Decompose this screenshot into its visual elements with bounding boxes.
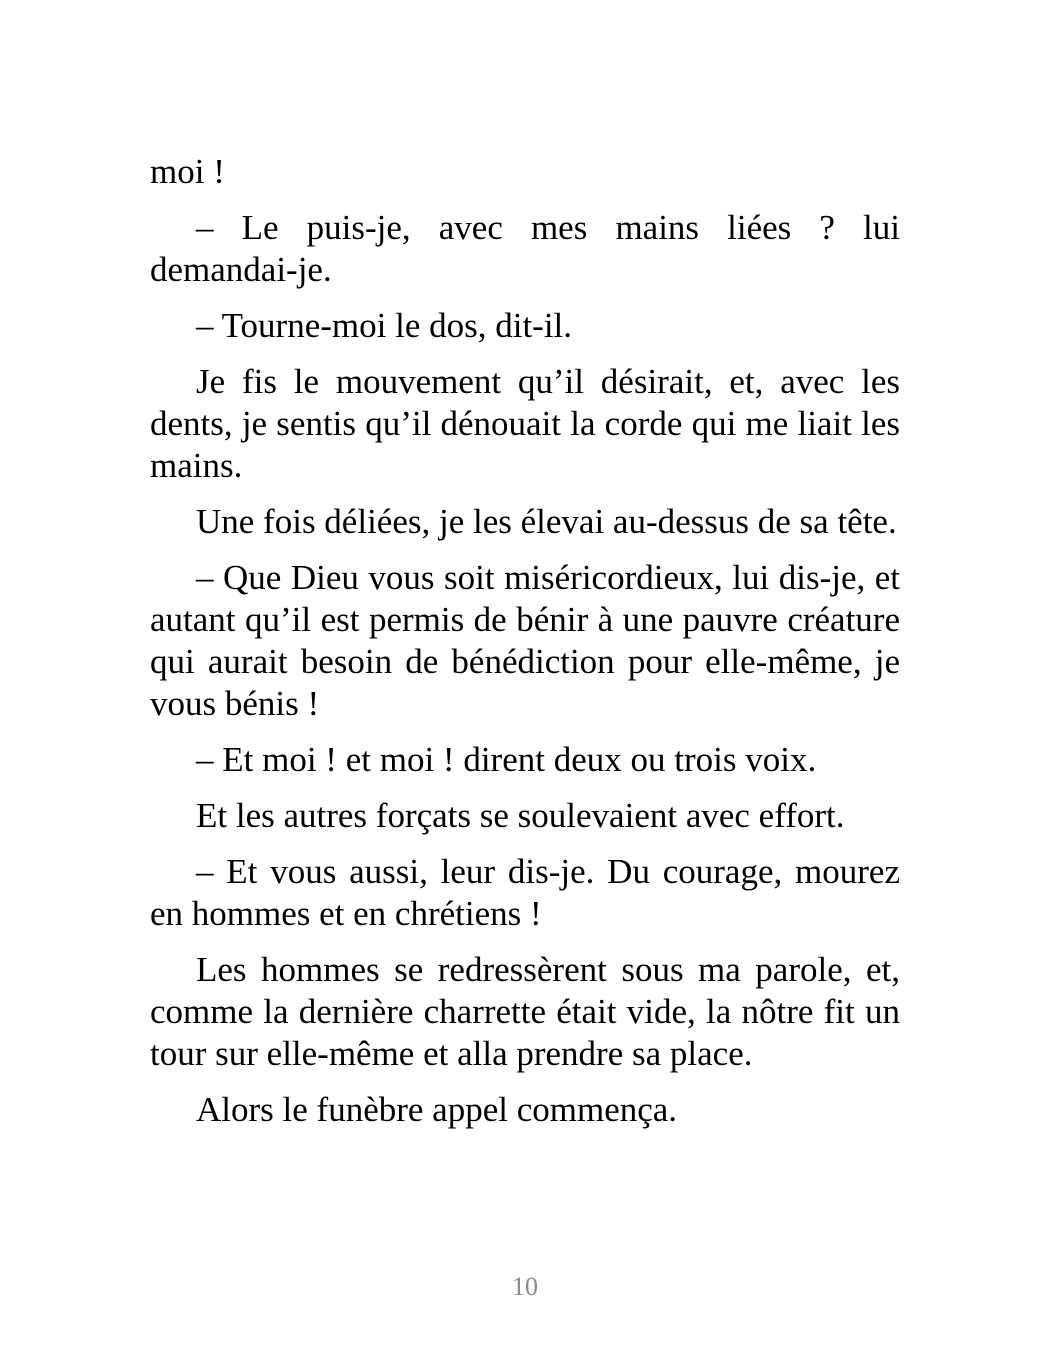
paragraph: Alors le funèbre appel commença. bbox=[196, 1090, 678, 1129]
paragraph: – Le puis-je, avec mes mains liées ? lui demandai-je. bbox=[150, 208, 900, 289]
paragraph: Une fois déliées, je les élevai au-dessus de sa tête. bbox=[196, 502, 897, 541]
paragraph: – Et moi ! et moi ! dirent deux ou trois voix. bbox=[196, 740, 817, 779]
page-number: 10 bbox=[512, 1272, 538, 1301]
paragraph: moi ! bbox=[150, 152, 225, 191]
paragraph: – Et vous aussi, leur dis-je. Du courage, mourez en hommes et en chrétiens ! bbox=[150, 852, 900, 933]
paragraph: – Que Dieu vous soit miséricordieux, lui dis-je, et autant qu’il est permis de bénir à une pauvre créature qui aurait besoin de bénédiction pour elle-même, je vous bénis ! bbox=[150, 558, 900, 723]
paragraph: Les hommes se redressèrent sous ma parole, et, comme la dernière charrette était vide, la nôtre fit un tour sur elle-même et alla prendre sa place. bbox=[150, 950, 900, 1073]
page-body bbox=[150, 151, 900, 1145]
paragraph: Je fis le mouvement qu’il désirait, et, avec les dents, je sentis qu’il dénouait la corde qui me liait les mains. bbox=[150, 362, 900, 485]
paragraph: Et les autres forçats se soulevaient avec effort. bbox=[196, 796, 845, 835]
paragraph: – Tourne-moi le dos, dit-il. bbox=[196, 306, 573, 345]
